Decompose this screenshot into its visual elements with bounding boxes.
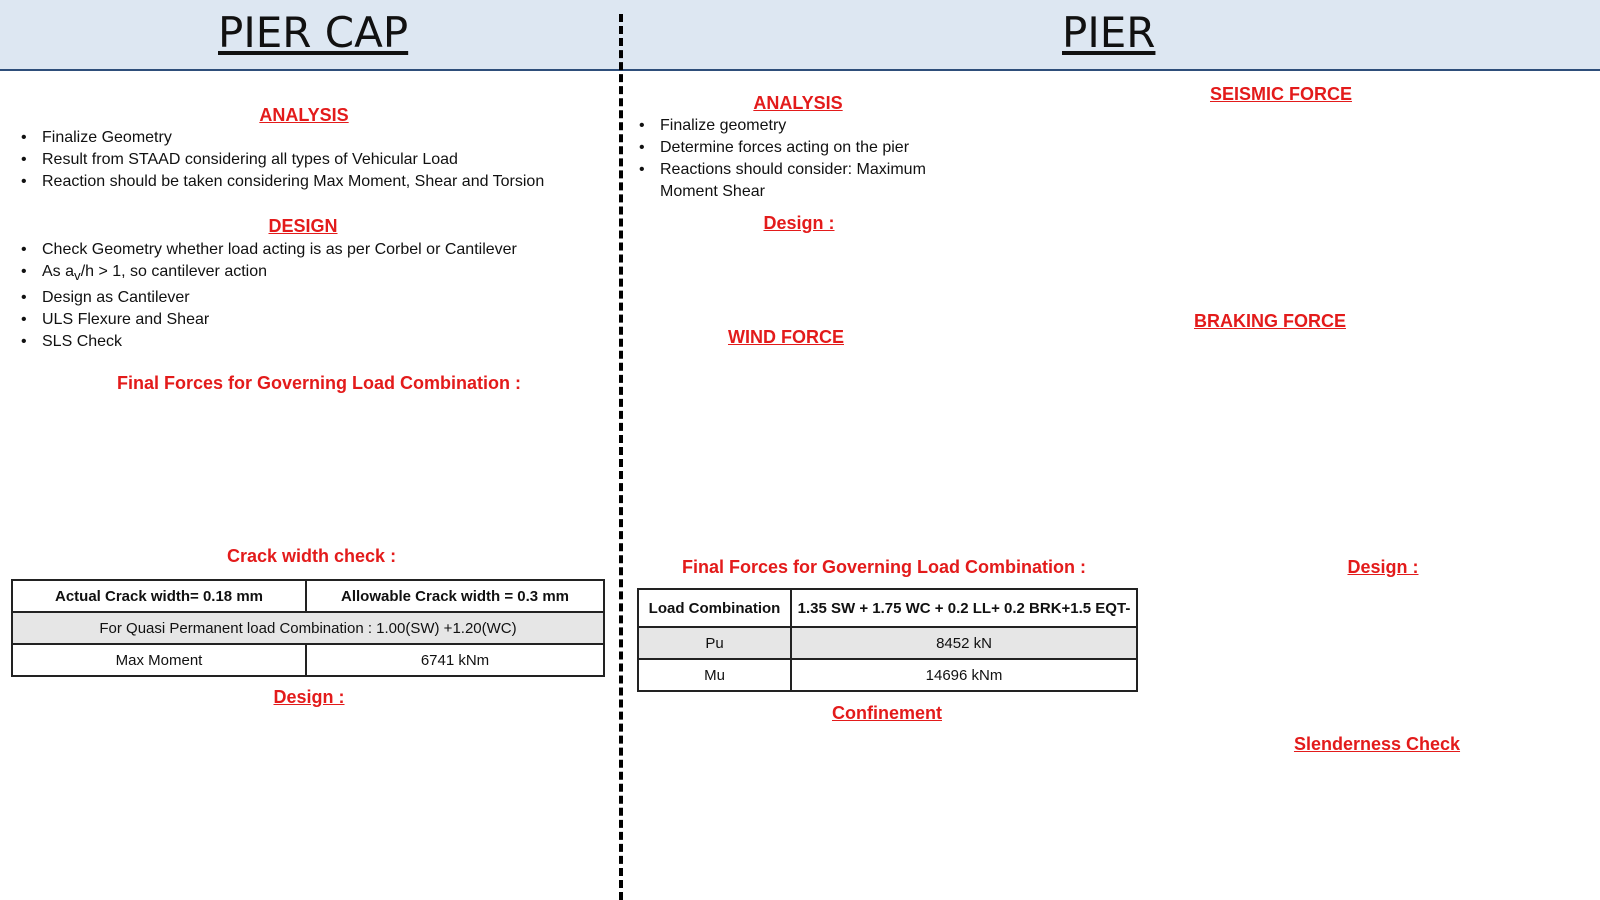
pier-analysis-heading: ANALYSIS — [753, 93, 843, 113]
list-item: • SLS Check — [19, 331, 517, 353]
list-item: • Design as Cantilever — [19, 287, 517, 309]
pier-cap-design-tables-heading: Design : — [273, 687, 345, 707]
pier-design-table-heading: Design : — [1347, 557, 1419, 577]
pier-cap-design-heading: DESIGN — [268, 216, 338, 236]
mu-label: Mu — [638, 659, 791, 691]
pier-final-forces-table — [637, 588, 1138, 692]
quasi-combination: For Quasi Permanent load Combination : 1.00(SW) +1.20(WC) — [12, 612, 604, 644]
actual-crack-width: Actual Crack width= 0.18 mm — [12, 580, 306, 612]
crack-width-table — [11, 579, 605, 677]
pier-cap-design-list — [19, 239, 517, 353]
pier-design-heading: Design : — [763, 213, 835, 233]
pu-value: 8452 kN — [791, 627, 1137, 659]
pu-label: Pu — [638, 627, 791, 659]
pier-analysis-list — [637, 115, 957, 203]
list-item: • As $a_v/h > 1$, so cantilever action — [19, 261, 517, 287]
slenderness-heading: Slenderness Check — [1293, 734, 1461, 754]
load-combination-header: Load Combination — [638, 589, 791, 627]
list-item: • Check Geometry whether load acting is as per Corbel or Cantilever — [19, 239, 517, 261]
list-item: • Finalize geometry — [637, 115, 957, 137]
mu-value: 14696 kNm — [791, 659, 1137, 691]
pier-cap-final-forces-heading: Final Forces for Governing Load Combination : — [117, 373, 522, 393]
confinement-heading: Confinement — [832, 703, 942, 723]
list-item: • Result from STAAD considering all types of Vehicular Load — [19, 149, 544, 171]
pier-final-forces-heading: Final Forces for Governing Load Combination : — [682, 557, 1087, 577]
pier-cap-analysis-list — [19, 127, 544, 193]
title-banner — [0, 0, 1600, 71]
allowable-crack-width: Allowable Crack width = 0.3 mm — [306, 580, 604, 612]
crack-width-heading: Crack width check : — [227, 546, 397, 566]
pier-title: PIER — [1062, 8, 1156, 57]
list-item: • Determine forces acting on the pier — [637, 137, 957, 159]
list-item: • ULS Flexure and Shear — [19, 309, 517, 331]
section-divider — [619, 14, 623, 900]
max-moment-label: Max Moment — [12, 644, 306, 676]
max-moment-value: 6741 kNm — [306, 644, 604, 676]
pier-cap-title: PIER CAP — [218, 8, 409, 57]
list-item: • Reaction should be taken considering Max Moment, Shear and Torsion — [19, 171, 544, 193]
list-item: • Reactions should consider: Maximum Moment Shear — [637, 159, 957, 203]
wind-force-heading: WIND FORCE — [728, 327, 844, 347]
pier-cap-analysis-heading: ANALYSIS — [259, 105, 349, 125]
braking-force-heading: BRAKING FORCE — [1194, 311, 1346, 331]
load-combination-formula: 1.35 SW + 1.75 WC + 0.2 LL+ 0.2 BRK+1.5 EQT- — [791, 589, 1137, 627]
list-item: • Finalize Geometry — [19, 127, 544, 149]
seismic-force-heading: SEISMIC FORCE — [1209, 84, 1353, 104]
